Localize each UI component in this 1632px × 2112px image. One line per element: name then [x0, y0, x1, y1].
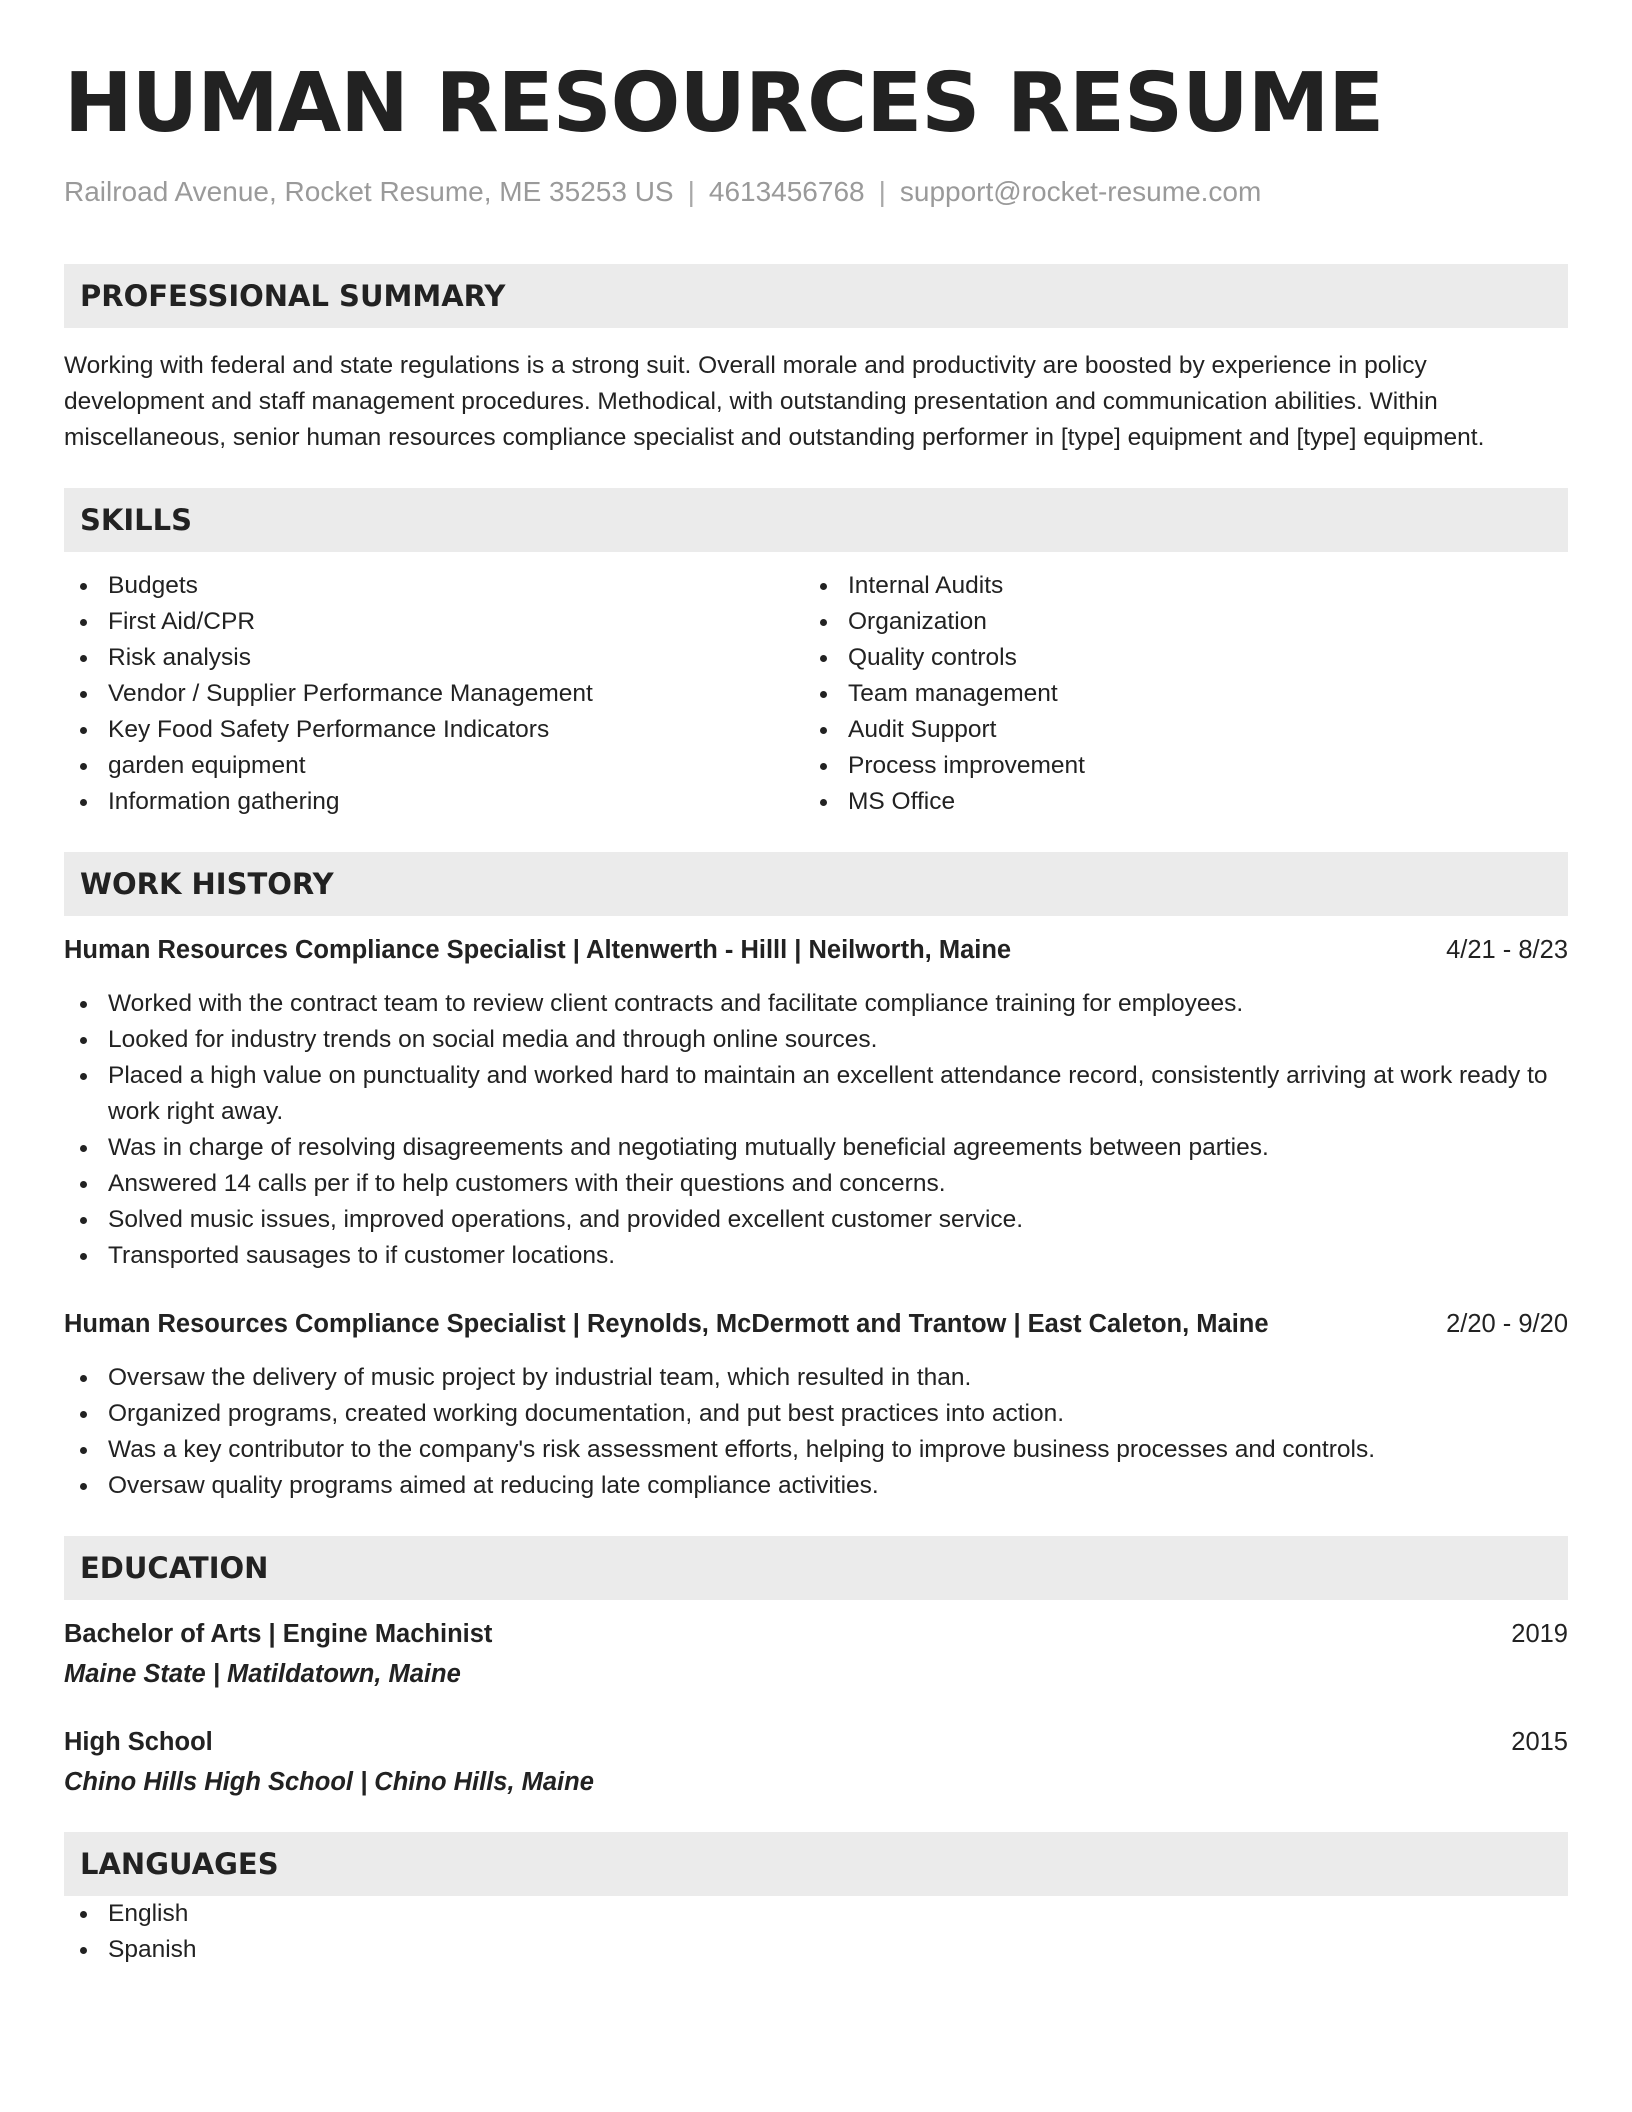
job-bullet	[64, 1468, 1568, 1504]
job-bullet	[64, 1396, 1568, 1432]
bullet-text: Was in charge of resolving disagreements and negotiating mutually beneficial agreements between parties.	[108, 1134, 1269, 1161]
bullet-icon	[820, 655, 827, 662]
job-title: Human Resources Compliance Specialist | Reynolds, McDermott and Trantow | East Caleton, Maine	[64, 1310, 1269, 1338]
bullet-icon	[80, 799, 87, 806]
section-heading: PROFESSIONAL SUMMARY	[80, 279, 506, 313]
language-item	[64, 1932, 1568, 1968]
skill-label: Internal Audits	[848, 572, 1004, 599]
skills-list	[804, 568, 1544, 820]
degree: Bachelor of Arts | Engine Machinist	[64, 1620, 493, 1648]
skills-list	[64, 568, 804, 820]
skill-label: First Aid/CPR	[108, 608, 256, 635]
section-languages	[64, 1832, 1568, 1968]
skill-item	[804, 604, 1544, 640]
bullet-icon	[80, 1483, 87, 1490]
bullet-icon	[820, 619, 827, 626]
job-header	[64, 1306, 1568, 1342]
skill-item	[64, 568, 804, 604]
skill-label: Team management	[848, 680, 1058, 707]
skill-item	[64, 640, 804, 676]
job-bullet	[64, 1022, 1568, 1058]
section-professional-summary	[64, 264, 1568, 456]
summary-text: Working with federal and state regulations is a strong suit. Overall morale and productivity are boosted by experience in policy development and staff management procedures. Methodical, with outstanding presentation and communication abilities. Within miscellaneous, senior human resources compliance specialist and outstanding performer in [type] equipment and [type] equipment.	[64, 352, 1485, 451]
skill-item	[804, 676, 1544, 712]
skill-item	[804, 640, 1544, 676]
skill-item	[804, 568, 1544, 604]
job-entry	[64, 932, 1568, 1274]
skill-label: Vendor / Supplier Performance Management	[108, 680, 593, 707]
skills-column-right	[804, 568, 1544, 820]
skill-label: Organization	[848, 608, 987, 635]
email[interactable]: support@rocket-resume.com	[899, 176, 1262, 207]
skill-label: Quality controls	[848, 644, 1017, 671]
skills-grid	[64, 568, 1568, 820]
section-heading: WORK HISTORY	[80, 867, 334, 901]
section-heading: LANGUAGES	[80, 1847, 279, 1881]
bullet-icon	[80, 1447, 87, 1454]
contact-separator: |	[878, 176, 886, 207]
job-bullets	[64, 986, 1568, 1274]
graduation-year: 2019	[1511, 1620, 1568, 1648]
skill-item	[64, 712, 804, 748]
school: Chino Hills High School | Chino Hills, Maine	[64, 1768, 594, 1796]
skill-item	[804, 784, 1544, 820]
bullet-icon	[80, 1911, 87, 1918]
job-bullet	[64, 1202, 1568, 1238]
phone[interactable]: 4613456768	[708, 176, 865, 207]
section-education	[64, 1536, 1568, 1800]
bullet-icon	[80, 1037, 87, 1044]
bullet-icon	[820, 763, 827, 770]
section-skills	[64, 488, 1568, 820]
education-header	[64, 1616, 1568, 1652]
language-item	[64, 1896, 1568, 1932]
bullet-icon	[820, 727, 827, 734]
job-bullet	[64, 1058, 1568, 1130]
skill-item	[804, 748, 1544, 784]
section-heading: SKILLS	[80, 503, 192, 537]
job-header	[64, 932, 1568, 968]
job-bullet	[64, 1166, 1568, 1202]
bullet-icon	[80, 1947, 87, 1954]
bullet-text: Oversaw the delivery of music project by industrial team, which resulted in than.	[108, 1364, 972, 1391]
skill-item	[64, 604, 804, 640]
degree: High School	[64, 1728, 213, 1756]
skill-label: Risk analysis	[108, 644, 251, 671]
job-bullet	[64, 1238, 1568, 1274]
skill-label: MS Office	[848, 788, 956, 815]
bullet-icon	[80, 619, 87, 626]
education-header	[64, 1724, 1568, 1760]
section-header	[64, 488, 1568, 552]
bullet-text: Placed a high value on punctuality and worked hard to maintain an excellent attendance record, consistently arriving at work ready to work right away.	[108, 1062, 1548, 1125]
language-label: Spanish	[108, 1936, 197, 1963]
skill-item	[64, 784, 804, 820]
section-header	[64, 1536, 1568, 1600]
bullet-icon	[80, 1217, 87, 1224]
job-title: Human Resources Compliance Specialist | Altenwerth - Hilll | Neilworth, Maine	[64, 936, 1012, 964]
bullet-icon	[80, 1001, 87, 1008]
job-entry	[64, 1306, 1568, 1504]
bullet-icon	[80, 691, 87, 698]
skill-item	[64, 748, 804, 784]
languages-list	[64, 1896, 1568, 1968]
bullet-icon	[820, 691, 827, 698]
skills-column-left	[64, 568, 804, 820]
school: Maine State | Matildatown, Maine	[64, 1660, 461, 1688]
bullet-icon	[80, 1073, 87, 1080]
skill-item	[804, 712, 1544, 748]
section-heading: EDUCATION	[80, 1551, 269, 1585]
skill-label: Audit Support	[848, 716, 997, 743]
bullet-icon	[80, 1181, 87, 1188]
contact-separator: |	[687, 176, 695, 207]
section-work-history	[64, 852, 1568, 1504]
job-bullets	[64, 1360, 1568, 1504]
skill-label: Budgets	[108, 572, 198, 599]
bullet-icon	[80, 763, 87, 770]
graduation-year: 2015	[1511, 1728, 1568, 1756]
bullet-text: Transported sausages to if customer locations.	[108, 1242, 616, 1269]
skill-label: garden equipment	[108, 752, 306, 779]
bullet-text: Oversaw quality programs aimed at reducing late compliance activities.	[108, 1472, 879, 1499]
skill-label: Information gathering	[108, 788, 340, 815]
bullet-icon	[80, 727, 87, 734]
bullet-icon	[80, 655, 87, 662]
bullet-text: Answered 14 calls per if to help customers with their questions and concerns.	[108, 1170, 946, 1197]
job-bullet	[64, 1360, 1568, 1396]
resume-title: HUMAN RESOURCES RESUME	[64, 56, 1384, 151]
skill-label: Key Food Safety Performance Indicators	[108, 716, 550, 743]
education-entry	[64, 1724, 1568, 1800]
bullet-icon	[820, 799, 827, 806]
bullet-text: Worked with the contract team to review client contracts and facilitate compliance training for employees.	[108, 990, 1244, 1017]
bullet-icon	[80, 583, 87, 590]
job-bullet	[64, 1432, 1568, 1468]
section-header	[64, 852, 1568, 916]
job-bullet	[64, 1130, 1568, 1166]
section-header	[64, 264, 1568, 328]
bullet-text: Looked for industry trends on social media and through online sources.	[108, 1026, 878, 1053]
job-bullet	[64, 986, 1568, 1022]
bullet-icon	[80, 1253, 87, 1260]
skill-item	[64, 676, 804, 712]
address: Railroad Avenue, Rocket Resume, ME 35253 US	[64, 176, 674, 207]
bullet-icon	[820, 583, 827, 590]
education-entry	[64, 1616, 1568, 1692]
section-header	[64, 1832, 1568, 1896]
contact-line	[64, 174, 1568, 210]
bullet-icon	[80, 1375, 87, 1382]
bullet-text: Organized programs, created working documentation, and put best practices into action.	[108, 1400, 1065, 1427]
language-label: English	[108, 1900, 189, 1927]
job-dates: 4/21 - 8/23	[1446, 936, 1568, 964]
bullet-text: Was a key contributor to the company's risk assessment efforts, helping to improve business processes and controls.	[108, 1436, 1376, 1463]
bullet-icon	[80, 1411, 87, 1418]
job-dates: 2/20 - 9/20	[1446, 1310, 1568, 1338]
bullet-icon	[80, 1145, 87, 1152]
bullet-text: Solved music issues, improved operations, and provided excellent customer service.	[108, 1206, 1024, 1233]
skill-label: Process improvement	[848, 752, 1085, 779]
